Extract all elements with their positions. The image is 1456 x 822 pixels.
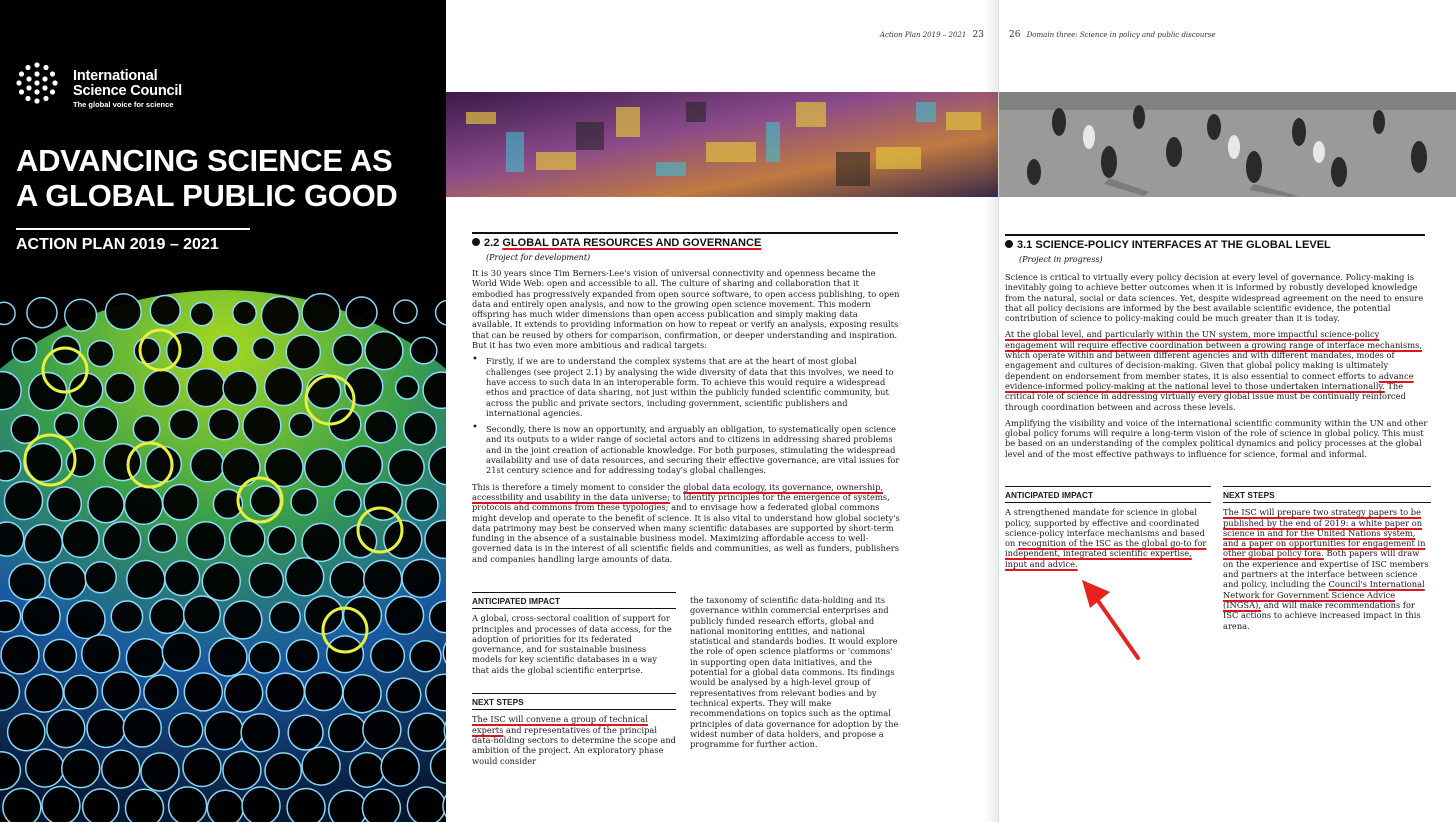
cell-shape <box>408 713 446 751</box>
left-impact-heading: ANTICIPATED IMPACT <box>472 592 676 609</box>
right-next-steps-text <box>1223 507 1431 631</box>
text-run: The critical role of science in addressing virtually every global issue must be continually reinforced through coordination between and across these levels. <box>1005 380 1406 412</box>
cell-shape <box>307 374 341 408</box>
cell-shape <box>329 790 367 822</box>
cell-shape <box>88 487 124 523</box>
left-impact-text: A global, cross-sectoral coalition of support for principles and processes of data access, for the adoption of priorities for its federated governance, and for sustainable business models for key scientific databases in a way that aids the global scientific enterprise. <box>472 613 672 675</box>
cell-shape <box>233 301 257 325</box>
cell-shape <box>26 749 64 787</box>
cell-shape <box>169 410 198 439</box>
cell-shape <box>163 485 198 520</box>
cell-shape <box>146 446 182 482</box>
cell-shape <box>202 563 240 601</box>
cell-shape <box>64 675 98 709</box>
left-running-head <box>880 30 988 40</box>
highlighted-text: recognition of the ISC as the global go-to for independent, integrated scientific expertise, input and advice. <box>1005 538 1207 569</box>
cell-shape <box>48 487 82 521</box>
cell-shape <box>22 597 60 635</box>
cell-shape <box>102 672 140 710</box>
right-body <box>1005 272 1431 465</box>
cell-shape <box>12 338 36 362</box>
cell-shape <box>346 297 377 328</box>
right-next-steps-heading: NEXT STEPS <box>1223 486 1431 503</box>
cell-shape <box>169 787 207 822</box>
cell-shape <box>144 675 178 709</box>
cell-shape <box>184 596 221 633</box>
cell-shape <box>82 635 120 673</box>
text-run: A strengthened mandate for science in global policy, supported by effective and coordinated science-policy interface mechanisms and based on <box>1005 507 1205 549</box>
cell-shape <box>289 413 313 437</box>
cell-shape <box>243 407 281 445</box>
right-section-heading <box>1005 234 1425 251</box>
text-run: This is therefore a timely moment to consider the <box>472 481 684 492</box>
cell-shape <box>24 524 62 562</box>
cell-shape <box>167 332 203 368</box>
cell-shape <box>8 714 45 751</box>
cover-title: ADVANCING SCIENCE AS A GLOBAL PUBLIC GOOD <box>16 143 398 213</box>
left-section-status: (Project for development) <box>486 253 591 262</box>
cell-shape <box>302 747 340 785</box>
cell-shape <box>212 336 238 362</box>
cover-rule <box>16 228 250 230</box>
cell-shape <box>387 678 421 712</box>
cell-shape <box>406 488 438 520</box>
cell-shape <box>242 787 280 822</box>
cell-shape <box>223 371 257 405</box>
cell-shape <box>126 639 164 677</box>
cell-shape <box>407 787 445 822</box>
highlighted-text: advance evidence-informed policy-making at the national level to those undertaken internationally. <box>1005 370 1414 391</box>
cell-shape <box>209 638 247 676</box>
cell-shape <box>266 673 304 711</box>
org-name <box>73 69 233 99</box>
cell-shape <box>1 636 39 674</box>
cell-shape <box>126 789 164 822</box>
cell-shape <box>327 636 364 673</box>
left-intro-paragraph: It is 30 years since Tim Berners-Lee's vision of universal connectivity and openness became the World Wide Web: open and accessible to all. The culture of sharing and collaboration that it embodied has progressively expanded from open source software, to open access publishing, to open data and entirely open analysis, and now to the growing open science movement. This modern offspring has much wider dimensions than open access publication and simply making data available. It extends to providing information on how to repeat or verify an analysis, exposing results that can be reused by others for comparison, confirmation, or deeper understanding and inspiration. But it has two even more ambitious and radical targets: <box>472 268 900 351</box>
cell-shape <box>225 674 263 712</box>
left-page <box>446 0 998 822</box>
cell-shape <box>386 596 424 634</box>
right-impact-text <box>1005 507 1211 569</box>
cell-shape <box>44 639 77 672</box>
text-run: to identify principles for the emergence of systems, protocols and commons from these typologies; and to envisage how a federated global commons might develop and operate to the benefit of science. It is also vital to understand how global society's data patrimony may best be conserved when many scientific databases are supported by short-term funding in the absence of a sustainable business model. Maximizing affordable access to well-governed data is in the interest of all scientific fields and communities, as well as funders, publishers and companies handling large amounts of data. <box>472 491 900 564</box>
cell-shape <box>286 558 324 596</box>
highlighted-text: The ISC will convene a group of technical experts <box>472 714 648 735</box>
left-body <box>472 268 900 570</box>
cell-shape <box>305 673 343 711</box>
cell-shape <box>249 642 280 673</box>
cell-shape <box>253 337 275 359</box>
org-name-line2: Science Council <box>73 83 183 99</box>
cell-shape <box>302 523 340 561</box>
left-next-steps-heading: NEXT STEPS <box>472 693 676 710</box>
left-next-steps-text <box>472 714 676 765</box>
right-page-number: 26 <box>1009 30 1021 40</box>
cell-shape <box>288 715 323 750</box>
cell-shape <box>27 298 57 328</box>
cell-shape <box>286 335 320 369</box>
cell-shape <box>5 481 43 519</box>
cell-shape <box>230 521 265 556</box>
cell-shape <box>67 601 105 639</box>
cell-shape <box>364 560 402 598</box>
cell-shape <box>83 789 119 822</box>
cell-shape <box>362 789 400 822</box>
right-column-2 <box>1223 486 1431 637</box>
cell-shape <box>162 633 200 671</box>
cell-shape <box>344 446 382 484</box>
cell-shape <box>187 522 225 560</box>
bullet-dot-icon <box>1005 240 1013 248</box>
cell-shape <box>261 297 299 335</box>
cell-shape <box>270 602 301 633</box>
cell-shape <box>190 302 213 325</box>
red-arrow-icon <box>1076 576 1146 666</box>
circuit-board-image <box>446 92 998 197</box>
right-paragraph-1: Science is critical to virtually every policy decision at every level of governance. Policy-making is inevitably going to achieve better outcomes when it is informed by robustly developed knowledge from the natural, social or data sciences. Yet, despite widespread agreement on the need to ensure that all policy decisions are informed by the best available scientific evidence, the potential contribution of science to policy-making could be much greater than it is today. <box>1005 272 1424 324</box>
cell-shape <box>49 562 86 599</box>
cell-shape <box>396 376 419 399</box>
bullet-dot-icon <box>472 238 480 246</box>
right-section-status: (Project in progress) <box>1019 255 1103 264</box>
cell-shape <box>111 601 142 632</box>
cell-shape <box>224 601 262 639</box>
text-run: and will make recommendations for ISC actions to achieve increased impact in this arena. <box>1223 599 1421 631</box>
cell-shape <box>241 714 279 752</box>
cell-shape <box>150 599 185 634</box>
cell-shape <box>363 711 401 749</box>
cell-shape <box>334 490 361 517</box>
cell-shape <box>371 639 405 673</box>
left-section-number: 2.2 <box>484 237 500 249</box>
cover-subtitle: ACTION PLAN 2019 – 2021 <box>16 236 219 253</box>
right-running-head-text: Domain three: Science in policy and public discourse <box>1026 31 1216 39</box>
list-item: • Firstly, if we are to understand the complex systems that are at the heart of most global challenges (see project 2.1) by analysing the wide diversity of data that this involves, we need to have access to such data in an interoperable form. To achieve this would require a widespread ethos and practice of data sharing, not just within the publicly funded scientific community, but across the public and private sectors, including government, scientific publishers and international agencies. <box>472 356 900 418</box>
highlighted-text: At the global level, and particularly within the UN system, more impactful science-policy engagement will require effective coordination between a growing range of interface mechanisms, <box>1005 329 1422 350</box>
cell-shape <box>148 524 176 552</box>
cell-shape <box>165 561 200 596</box>
cell-shape <box>83 407 117 441</box>
cell-shape <box>410 641 441 672</box>
cell-shape <box>105 373 135 403</box>
highlighted-text: Council's International Network for Government Science Advice (INGSA), <box>1223 579 1425 610</box>
cell-shape <box>305 449 343 487</box>
right-section-number: 3.1 <box>1017 239 1033 251</box>
left-running-head-text: Action Plan 2019 – 2021 <box>879 31 967 39</box>
cell-shape <box>134 338 160 364</box>
cell-shape <box>123 709 161 747</box>
cell-shape <box>388 450 424 486</box>
cell-shape <box>102 750 140 788</box>
cell-shape <box>0 302 15 324</box>
cell-shape <box>144 370 180 406</box>
left-section-heading <box>472 232 898 249</box>
left-paragraph-2 <box>472 482 900 564</box>
cell-shape <box>184 673 222 711</box>
list-item: • Secondly, there is now an opportunity, and arguably an obligation, to systematically open science and its outputs to a wider range of societal actors and to citizens in addressing shared problems and in the joint creation of actionable knowledge. For both purposes, stimulating the widespread availability and use of data resources, and securing their effective governance, are vital issues for 21st century science and for addressing today's global challenges. <box>472 424 900 475</box>
left-column-2 <box>690 595 900 755</box>
cell-shape <box>302 294 340 332</box>
cell-shape <box>222 448 260 486</box>
cell-shape <box>207 790 243 822</box>
cell-shape <box>133 416 160 443</box>
cell-shape <box>350 753 385 788</box>
cell-shape <box>88 341 114 367</box>
highlighted-text: The ISC will prepare two strategy papers to be published by the end of 2019: a white paper on science in and for the United Nations system, and a paper on opportunities for engagement in other global policy fora. <box>1223 507 1426 559</box>
left-column-2-text: the taxonomy of scientific data-holding and its governance within commercial enterprises and publicly funded research efforts, global and national monitoring entities, and national statistical and standards bodies. It would explore the role of open science platforms or 'commons' in supporting open data initiatives, and the potential for a global data commons. Its findings would be analysed by a high-level group of representatives from relevant bodies and by technical experts. They will make recommendations on topics such as the optimal principles of data governance for adoption by the widest number of data holders, and propose a programme for further action. <box>690 595 899 750</box>
cell-shape <box>85 562 116 593</box>
cell-shape <box>54 413 78 437</box>
right-impact-heading: ANTICIPATED IMPACT <box>1005 486 1211 503</box>
cell-shape <box>381 748 419 786</box>
right-paragraph-3: Amplifying the visibility and voice of the international scientific community within the UN and other global policy forums will require a long-term vision of the role of science in global policy. This must be based on an understanding of the complex political dynamics and policy processes at the global level and of the most effective pathways to influence for science, formal and informal. <box>1005 417 1428 459</box>
cell-shape <box>329 714 367 752</box>
cell-shape <box>365 411 397 443</box>
right-page <box>998 0 1456 822</box>
cell-shape <box>87 709 125 747</box>
cell-shape <box>404 412 437 445</box>
cell-shape <box>286 640 318 672</box>
left-column-1 <box>472 592 676 772</box>
cell-shape <box>265 753 301 789</box>
cell-shape <box>62 750 100 788</box>
cell-shape <box>268 526 296 554</box>
right-paragraph-2 <box>1005 329 1431 411</box>
cell-shape <box>333 335 363 365</box>
cell-shape <box>343 675 381 713</box>
cell-shape <box>47 710 85 748</box>
cell-shape <box>187 369 225 407</box>
cell-shape <box>291 489 317 515</box>
text-run: which operate within and between different agencies and with different mandates, modes of engagement and cultures of decision-making. Given that global policy making is ultimately dependent on endorsement from member states, it is also essential to connect efforts to <box>1005 350 1395 381</box>
left-bullet-list <box>472 356 900 475</box>
spine-shadow <box>984 0 998 822</box>
right-running-head <box>1005 30 1216 40</box>
cell-shape <box>42 787 80 822</box>
cell-shape <box>105 294 141 330</box>
cell-shape <box>183 748 221 786</box>
text-run: and representatives of the principal data-holding sectors to determine the scope and ambition of the project. An exploratory phase would consider <box>472 724 676 766</box>
left-page-number: 23 <box>972 30 984 40</box>
highlighted-text: global data ecology, its governance, ownership, accessibility and usability in the data universe; <box>472 481 884 502</box>
cell-shape <box>9 564 45 600</box>
isc-logo-icon <box>16 62 58 104</box>
cell-shape <box>150 295 180 325</box>
cell-micrograph-image <box>0 290 446 822</box>
cell-shape <box>191 449 224 482</box>
cell-shape <box>250 486 280 516</box>
right-column-1 <box>1005 486 1211 575</box>
cell-shape <box>265 368 303 406</box>
left-section-title: GLOBAL DATA RESOURCES AND GOVERNANCE <box>502 237 762 249</box>
cell-shape <box>402 559 440 597</box>
cell-shape <box>330 562 365 597</box>
cell-shape <box>169 713 203 747</box>
cell-shape <box>125 486 163 524</box>
text-run: Both papers will draw on the experience and expertise of ISC members and partners at the interface between science and policy, including the <box>1223 548 1429 590</box>
org-name-line1: International <box>73 68 158 84</box>
crowd-photo-image <box>999 92 1456 197</box>
cell-shape <box>141 753 179 791</box>
cell-shape <box>25 674 63 712</box>
cell-shape <box>205 712 243 750</box>
cell-shape <box>3 788 41 822</box>
cell-shape <box>127 561 165 599</box>
cell-shape <box>223 751 261 789</box>
cell-shape <box>62 521 99 558</box>
cell-shape <box>410 337 436 363</box>
cell-shape <box>365 332 403 370</box>
cell-shape <box>209 409 240 440</box>
right-section-title: SCIENCE-POLICY INTERFACES AT THE GLOBAL LEVEL <box>1035 239 1331 251</box>
cover-panel <box>0 0 446 822</box>
cell-shape <box>103 522 140 559</box>
org-tagline: The global voice for science <box>73 100 174 109</box>
cell-shape <box>394 300 417 323</box>
cell-shape <box>65 299 97 331</box>
cell-shape <box>249 563 283 597</box>
cell-shape <box>287 788 325 822</box>
